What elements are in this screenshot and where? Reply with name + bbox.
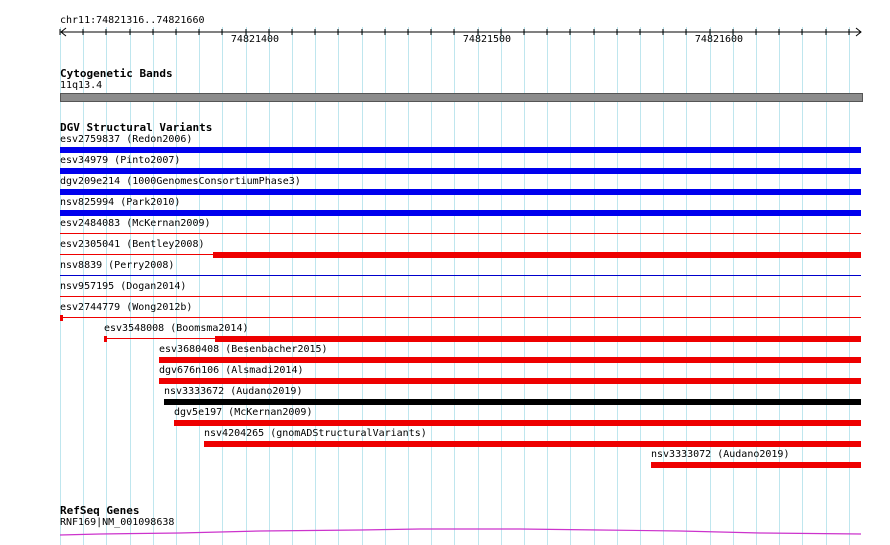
dgv-variant-bar[interactable]	[60, 189, 861, 195]
dgv-variant-bar[interactable]	[213, 252, 861, 258]
tick-label-2: 74821500	[462, 34, 512, 45]
dgv-variant-label[interactable]: dgv209e214 (1000GenomesConsortiumPhase3)	[60, 176, 301, 187]
refseq-gene-label: RNF169|NM_001098638	[60, 517, 175, 528]
ruler-axis[interactable]	[0, 24, 890, 46]
grid-line	[594, 27, 595, 545]
grid-line	[501, 27, 502, 545]
dgv-variant-bar[interactable]	[159, 357, 861, 363]
dgv-variant-label[interactable]: esv2484083 (McKernan2009)	[60, 218, 211, 229]
dgv-track-title: DGV Structural Variants	[60, 121, 213, 134]
cytoband-label: 11q13.4	[60, 80, 103, 91]
dgv-variant-label[interactable]: nsv4204265 (gnomADStructuralVariants)	[204, 428, 427, 439]
grid-line	[524, 27, 525, 545]
grid-line	[431, 27, 432, 545]
dgv-variant-bar[interactable]	[651, 462, 861, 468]
cytoband-bar[interactable]	[60, 93, 863, 102]
grid-line	[292, 27, 293, 545]
dgv-variant-label[interactable]: dgv5e197 (McKernan2009)	[174, 407, 313, 418]
tick-label-3: 74821600	[694, 34, 744, 45]
location-label: chr11:74821316..74821660	[60, 15, 205, 26]
dgv-variant-bar[interactable]	[60, 317, 861, 318]
grid-line	[547, 27, 548, 545]
refseq-track-title: RefSeq Genes	[60, 504, 140, 517]
dgv-variant-label[interactable]: nsv957195 (Dogan2014)	[60, 281, 187, 292]
grid-line	[246, 27, 247, 545]
dgv-variant-label[interactable]: esv34979 (Pinto2007)	[60, 155, 181, 166]
dgv-variant-bar[interactable]	[104, 336, 107, 342]
dgv-variant-label[interactable]: nsv3333072 (Audano2019)	[651, 449, 790, 460]
dgv-variant-label[interactable]: esv3680408 (Besenbacher2015)	[159, 344, 328, 355]
dgv-variant-bar[interactable]	[215, 336, 861, 342]
dgv-variant-bar[interactable]	[60, 210, 861, 216]
dgv-variant-bar[interactable]	[159, 378, 861, 384]
grid-line	[362, 27, 363, 545]
dgv-variant-bar[interactable]	[60, 168, 861, 174]
grid-line	[478, 27, 479, 545]
dgv-variant-label[interactable]: nsv3333672 (Audano2019)	[164, 386, 303, 397]
dgv-variant-label[interactable]: esv3548008 (Boomsma2014)	[104, 323, 249, 334]
grid-line	[385, 27, 386, 545]
dgv-variant-bar[interactable]	[164, 399, 861, 405]
dgv-variant-label[interactable]: dgv676n106 (Alsmadi2014)	[159, 365, 304, 376]
grid-line	[640, 27, 641, 545]
dgv-variant-bar[interactable]	[60, 233, 861, 234]
dgv-variant-bar[interactable]	[60, 147, 861, 153]
dgv-variant-label[interactable]: nsv8839 (Perry2008)	[60, 260, 175, 271]
dgv-variant-label[interactable]: nsv825994 (Park2010)	[60, 197, 181, 208]
grid-line	[570, 27, 571, 545]
grid-line	[199, 27, 200, 545]
dgv-variant-bar[interactable]	[104, 338, 215, 339]
grid-line	[617, 27, 618, 545]
grid-line	[222, 27, 223, 545]
dgv-variant-label[interactable]: esv2744779 (Wong2012b)	[60, 302, 193, 313]
dgv-variant-bar[interactable]	[204, 441, 861, 447]
cytoband-track-title: Cytogenetic Bands	[60, 67, 173, 80]
dgv-variant-bar[interactable]	[174, 420, 861, 426]
dgv-variant-bar[interactable]	[60, 296, 861, 297]
dgv-variant-bar[interactable]	[60, 254, 213, 255]
dgv-variant-label[interactable]: esv2759837 (Redon2006)	[60, 134, 193, 145]
dgv-variant-bar[interactable]	[60, 275, 861, 276]
grid-line	[269, 27, 270, 545]
tick-label-1: 74821400	[230, 34, 280, 45]
grid-line	[338, 27, 339, 545]
grid-line	[408, 27, 409, 545]
grid-line	[454, 27, 455, 545]
grid-line	[315, 27, 316, 545]
refseq-gene-feature[interactable]	[0, 526, 890, 538]
dgv-variant-bar[interactable]	[60, 315, 63, 321]
dgv-variant-label[interactable]: esv2305041 (Bentley2008)	[60, 239, 205, 250]
